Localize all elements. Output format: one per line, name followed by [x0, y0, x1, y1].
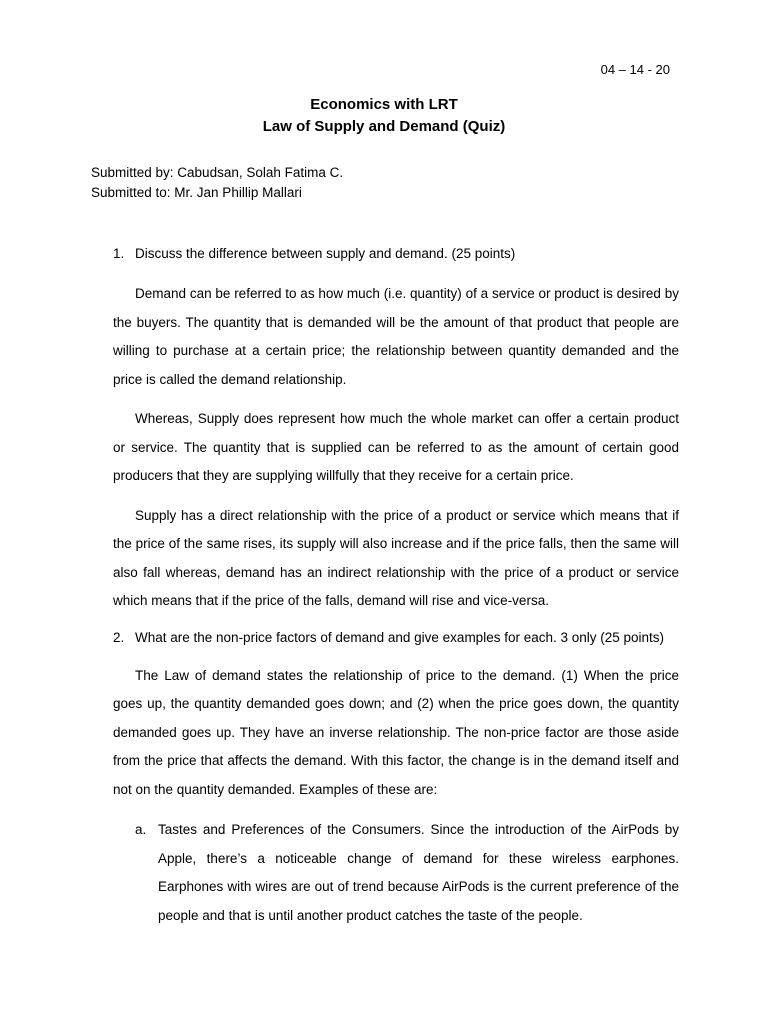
submission-info	[91, 163, 343, 203]
question-text: What are the non-price factors of demand and give examples for each. 3 only (25 points)	[135, 629, 665, 645]
submitted-to: Submitted to: Mr. Jan Phillip Mallari	[91, 185, 302, 200]
question-1	[113, 244, 683, 264]
document-title	[0, 94, 768, 138]
answer-paragraph: Whereas, Supply does represent how much the whole market can offer a certain product or service. The quantity that is supplied can be referred to as the amount of certain good producers that they are supplying willfully that they receive for a certain price.	[113, 411, 679, 483]
question-text: Discuss the difference between supply and demand. (25 points)	[135, 246, 516, 261]
answer-paragraph: Supply has a direct relationship with the price of a product or service which means that if the price of the same rises, its supply will also increase and if the price falls, then the same will also fall whereas, demand has an indirect relationship with the price of a product or service which means that if the price of the falls, demand will rise and vice-versa.	[113, 507, 679, 608]
title-line-1: Economics with LRT	[310, 96, 458, 113]
list-item	[135, 816, 679, 930]
submitted-by: Submitted by: Cabudsan, Solah Fatima C.	[91, 165, 344, 180]
question-2	[113, 628, 683, 648]
question-number: 1.	[113, 246, 125, 261]
question-number: 2.	[113, 629, 125, 645]
title-line-2: Law of Supply and Demand (Quiz)	[262, 118, 506, 135]
document-date: 04 – 14 - 20	[600, 62, 670, 77]
answer-paragraph: Demand can be referred to as how much (i.e. quantity) of a service or product is desired by the buyers. The quantity that is demanded will be the amount of that product that people are willing to purchase at a certain price; the relationship between quantity demanded and the price is called the demand relationship.	[113, 286, 679, 387]
list-letter: a.	[135, 822, 147, 837]
document-body	[0, 244, 768, 930]
list-item-text: Tastes and Preferences of the Consumers. Since the introduction of the AirPods by Apple, there’s a noticeable change of demand for these wireless earphones. Earphones with wires are out of trend because AirPods is the current preference of the people and that is until another product catches the taste of the people.	[158, 822, 679, 923]
answer-paragraph: The Law of demand states the relationship of price to the demand. (1) When the price goes up, the quantity demanded goes down; and (2) when the price goes down, the quantity demanded goes up. They have an inverse relationship. The non-price factor are those aside from the price that affects the demand. With this factor, the change is in the demand itself and not on the quantity demanded. Examples of these are:	[113, 667, 679, 797]
